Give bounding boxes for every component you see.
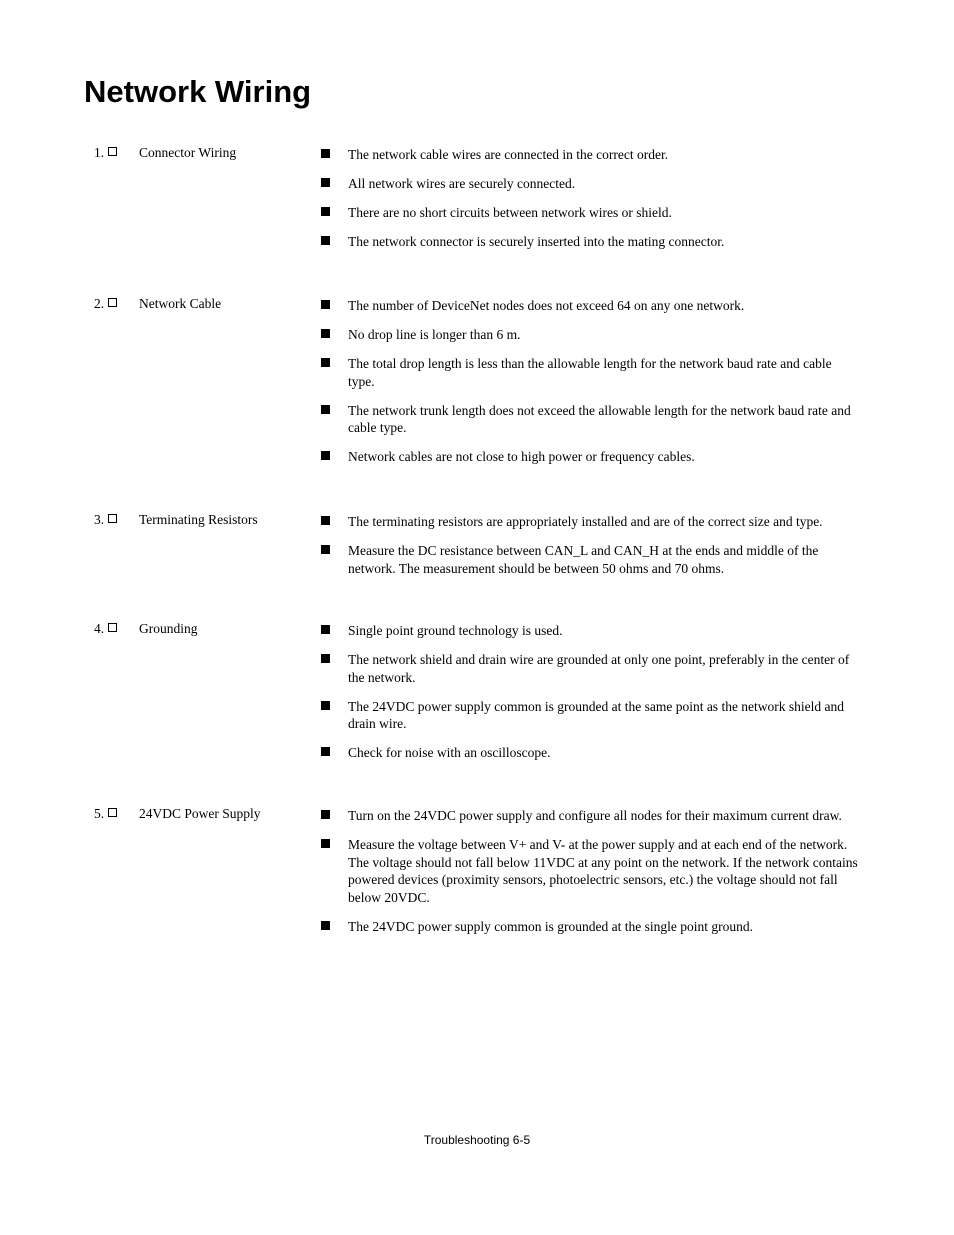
list-item xyxy=(0,698,860,733)
section-label: 24VDC Power Supply xyxy=(139,806,261,821)
page-footer: Troubleshooting 6-5 xyxy=(423,1133,531,1147)
bullet-list xyxy=(0,146,860,251)
list-item xyxy=(0,175,860,193)
square-bullet-icon xyxy=(321,625,330,634)
square-bullet-icon xyxy=(321,405,330,414)
list-item xyxy=(0,448,860,466)
list-item-text: There are no short circuits between network wires or shield. xyxy=(348,205,672,220)
list-item-text: The number of DeviceNet nodes does not exceed 64 on any one network. xyxy=(348,298,745,313)
section-number: 1. xyxy=(94,145,105,160)
list-item xyxy=(0,326,860,344)
section-label: Terminating Resistors xyxy=(139,512,258,527)
list-item-text: Network cables are not close to high power or frequency cables. xyxy=(348,449,695,464)
list-item xyxy=(0,744,860,762)
list-item-text: Check for noise with an oscilloscope. xyxy=(348,745,551,760)
list-item-text: The 24VDC power supply common is grounded at the single point ground. xyxy=(348,918,753,934)
section-number: 4. xyxy=(94,621,105,636)
square-bullet-icon xyxy=(321,178,330,187)
bullet-list xyxy=(0,513,860,577)
list-item-text: The network trunk length does not exceed the allowable length for the network baud rate and cable type. xyxy=(348,402,851,435)
section-label: Connector Wiring xyxy=(139,145,237,160)
square-bullet-icon xyxy=(321,747,330,756)
list-item xyxy=(0,355,860,390)
list-item-text: Measure the DC resistance between CAN_L and CAN_H at the ends and middle of the network. The measurement should be between 50 ohms and 70 ohms. xyxy=(348,543,819,576)
list-item xyxy=(0,146,860,164)
square-bullet-icon xyxy=(321,921,330,930)
square-bullet-icon xyxy=(321,701,330,710)
list-item-text: The network cable wires are connected in the correct order. xyxy=(348,147,669,162)
list-item xyxy=(0,233,860,251)
list-item xyxy=(0,513,860,531)
section-label: Grounding xyxy=(139,621,198,636)
square-bullet-icon xyxy=(321,839,330,848)
section-number: 5. xyxy=(94,806,105,821)
list-item xyxy=(0,204,860,222)
square-bullet-icon xyxy=(321,451,330,460)
square-bullet-icon xyxy=(321,654,330,663)
list-item xyxy=(0,918,860,936)
bullet-list xyxy=(0,622,860,762)
square-bullet-icon xyxy=(321,207,330,216)
list-item-text: The terminating resistors are appropriately installed and are of the correct size and type. xyxy=(348,514,823,529)
bullet-list xyxy=(0,807,860,935)
list-item-text: Single point ground technology is used. xyxy=(348,623,563,638)
list-item-text: The network shield and drain wire are grounded at only one point, preferably in the center of the network. xyxy=(348,652,850,685)
square-bullet-icon xyxy=(321,149,330,158)
list-item xyxy=(0,402,860,437)
list-item xyxy=(0,622,860,640)
list-item-text: No drop line is longer than 6 m. xyxy=(348,327,521,342)
list-item-text: All network wires are securely connected. xyxy=(348,176,576,191)
square-bullet-icon xyxy=(321,516,330,525)
list-item xyxy=(0,297,860,315)
square-bullet-icon xyxy=(321,329,330,338)
list-item-text: The 24VDC power supply common is grounded at the same point as the network shield and drain wire. xyxy=(348,698,845,731)
square-bullet-icon xyxy=(321,358,330,367)
list-item xyxy=(0,542,860,577)
list-item-text: Measure the voltage between V+ and V- at the power supply and at each end of the network. The voltage should not fall below 11VDC at any point on the network. If the network contains powered devices (proximity sensors, photoelectric sensors, etc.) the voltage should not fall below 20VDC. xyxy=(348,837,858,905)
page-title: Network Wiring xyxy=(84,74,312,109)
bullet-list xyxy=(0,297,860,466)
square-bullet-icon xyxy=(321,236,330,245)
list-item-text: Turn on the 24VDC power supply and configure all nodes for their maximum current draw. xyxy=(348,808,842,823)
section-number: 2. xyxy=(94,296,105,311)
list-item-text: The total drop length is less than the allowable length for the network baud rate and cable type. xyxy=(348,356,832,389)
list-item xyxy=(0,807,860,825)
square-bullet-icon xyxy=(321,300,330,309)
list-item-text: The network connector is securely inserted into the mating connector. xyxy=(348,234,725,249)
square-bullet-icon xyxy=(321,810,330,819)
section-label: Network Cable xyxy=(139,296,222,311)
list-item xyxy=(0,651,860,686)
list-item xyxy=(0,836,860,906)
square-bullet-icon xyxy=(321,545,330,554)
section-number: 3. xyxy=(94,512,105,527)
